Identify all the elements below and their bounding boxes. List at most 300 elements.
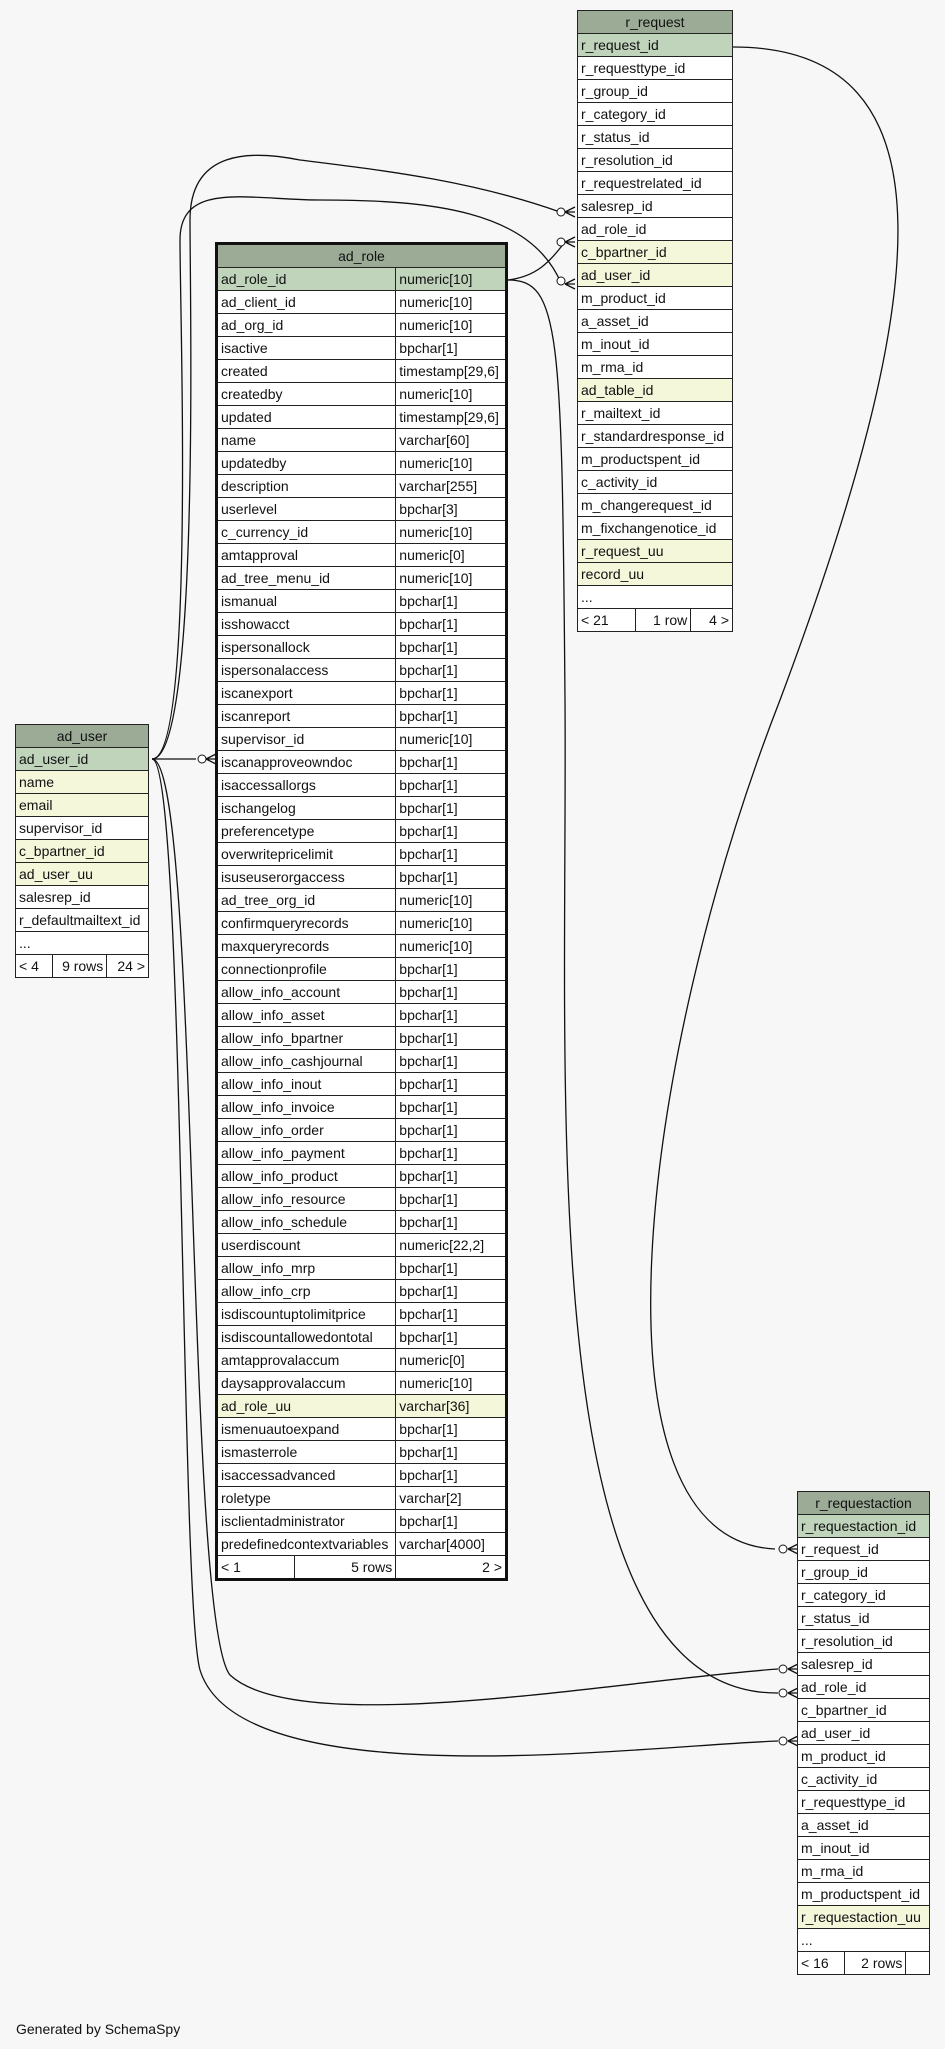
column-name: allow_info_cashjournal [217,1050,396,1073]
crow-foot [565,237,575,247]
row-count: 5 rows [295,1556,396,1580]
column-type: numeric[10] [396,1372,507,1395]
column-row [217,1211,507,1234]
column-row [578,149,733,172]
column-row [217,521,507,544]
optional-circle [198,755,206,763]
column-name: ismanual [217,590,396,613]
column-name: r_group_id [578,80,733,103]
column-type: bpchar[1] [396,1326,507,1349]
column-row [217,1073,507,1096]
column-type: bpchar[1] [396,1188,507,1211]
table-header-row [16,725,149,748]
column-name: predefinedcontextvariables [217,1533,396,1556]
children-count: 4 > [691,609,733,632]
column-name: r_mailtext_id [578,402,733,425]
column-row [217,291,507,314]
row-count: 9 rows [52,955,107,978]
column-row [578,172,733,195]
column-name: r_requesttype_id [578,57,733,80]
optional-circle [779,1689,787,1697]
column-type: bpchar[1] [396,1096,507,1119]
column-name: r_requestaction_id [798,1515,930,1538]
column-row [578,586,733,609]
column-row [578,57,733,80]
column-name: amtapprovalaccum [217,1349,396,1372]
column-row [217,820,507,843]
column-type: bpchar[1] [396,1050,507,1073]
column-name: r_request_id [798,1538,930,1561]
column-name: m_product_id [578,287,733,310]
column-type: timestamp[29,6] [396,360,507,383]
table-ad-user [15,724,149,978]
column-type: bpchar[1] [396,774,507,797]
column-row [217,912,507,935]
column-row [798,1653,930,1676]
column-row [798,1676,930,1699]
column-name: ... [16,932,149,955]
column-type: bpchar[1] [396,843,507,866]
column-name: ... [578,586,733,609]
column-name: isdiscountuptolimitprice [217,1303,396,1326]
column-row [578,126,733,149]
column-type: bpchar[1] [396,958,507,981]
column-row [798,1929,930,1952]
column-name: createdby [217,383,396,406]
column-name: r_request_uu [578,540,733,563]
table-title: ad_user [16,725,149,748]
column-type: bpchar[1] [396,337,507,360]
column-name: allow_info_product [217,1165,396,1188]
column-name: m_productspent_id [578,448,733,471]
column-row [217,981,507,1004]
column-name: confirmqueryrecords [217,912,396,935]
column-name: isaccessadvanced [217,1464,396,1487]
column-name: updatedby [217,452,396,475]
column-row [578,402,733,425]
column-row [217,1418,507,1441]
column-name: supervisor_id [217,728,396,751]
column-type: bpchar[1] [396,1211,507,1234]
column-row [217,751,507,774]
column-row [217,1441,507,1464]
column-row [217,452,507,475]
column-name: ad_client_id [217,291,396,314]
column-type: bpchar[1] [396,659,507,682]
column-name: amtapproval [217,544,396,567]
column-row [217,360,507,383]
column-row [217,1119,507,1142]
column-row [217,268,507,291]
column-type: bpchar[1] [396,1142,507,1165]
table-r-request [577,10,733,632]
column-name: updated [217,406,396,429]
column-row [217,567,507,590]
column-type: numeric[10] [396,567,507,590]
column-row [217,1004,507,1027]
column-row [217,682,507,705]
column-row [798,1538,930,1561]
column-name: email [16,794,149,817]
column-name: c_bpartner_id [798,1699,930,1722]
column-row [217,498,507,521]
column-name: isshowacct [217,613,396,636]
parents-count: < 21 [578,609,636,632]
column-row [217,843,507,866]
column-row [217,958,507,981]
column-row [217,728,507,751]
column-row [217,429,507,452]
column-type: numeric[22,2] [396,1234,507,1257]
column-row [217,314,507,337]
column-type: numeric[10] [396,383,507,406]
column-type: timestamp[29,6] [396,406,507,429]
column-name: r_resolution_id [798,1630,930,1653]
column-type: bpchar[1] [396,1165,507,1188]
column-name: r_requestaction_uu [798,1906,930,1929]
column-type: bpchar[1] [396,613,507,636]
column-row [217,774,507,797]
column-name: name [217,429,396,452]
column-row [16,909,149,932]
column-row [16,771,149,794]
column-row [16,794,149,817]
column-name: r_defaultmailtext_id [16,909,149,932]
column-row [798,1791,930,1814]
column-row [578,356,733,379]
column-row [217,1096,507,1119]
column-name: c_activity_id [578,471,733,494]
table-ad-role [215,242,508,1581]
column-row [578,287,733,310]
column-row [217,1326,507,1349]
column-name: m_inout_id [798,1837,930,1860]
column-name: isclientadministrator [217,1510,396,1533]
column-name: a_asset_id [578,310,733,333]
column-type: numeric[10] [396,268,507,291]
column-name: m_rma_id [798,1860,930,1883]
column-name: r_standardresponse_id [578,425,733,448]
column-name: salesrep_id [16,886,149,909]
column-row [217,1533,507,1556]
column-name: overwritepricelimit [217,843,396,866]
children-count: 2 > [396,1556,507,1580]
column-type: numeric[10] [396,912,507,935]
column-row [798,1745,930,1768]
column-name: userdiscount [217,1234,396,1257]
column-row [798,1768,930,1791]
column-type: bpchar[1] [396,636,507,659]
column-row [578,448,733,471]
column-type: bpchar[1] [396,751,507,774]
column-name: m_inout_id [578,333,733,356]
column-row [798,1630,930,1653]
column-type: varchar[255] [396,475,507,498]
parents-count: < 1 [217,1556,295,1580]
column-name: m_fixchangenotice_id [578,517,733,540]
column-name: ad_role_id [798,1676,930,1699]
column-name: isactive [217,337,396,360]
column-type: bpchar[1] [396,1303,507,1326]
column-type: varchar[2] [396,1487,507,1510]
column-type: numeric[10] [396,935,507,958]
column-name: m_rma_id [578,356,733,379]
column-name: allow_info_payment [217,1142,396,1165]
column-row [217,1280,507,1303]
column-row [578,333,733,356]
optional-circle [557,238,565,246]
column-type: bpchar[1] [396,590,507,613]
column-row [16,886,149,909]
table-r-requestaction [797,1491,930,1975]
column-name: roletype [217,1487,396,1510]
column-name: c_activity_id [798,1768,930,1791]
column-name: name [16,771,149,794]
column-name: isdiscountallowedontotal [217,1326,396,1349]
column-row [217,1303,507,1326]
column-name: m_product_id [798,1745,930,1768]
column-name: allow_info_inout [217,1073,396,1096]
column-row [16,932,149,955]
column-type: bpchar[1] [396,705,507,728]
optional-circle [557,277,565,285]
column-name: allow_info_asset [217,1004,396,1027]
column-row [217,1027,507,1050]
column-type: bpchar[1] [396,1510,507,1533]
column-name: iscanapproveowndoc [217,751,396,774]
column-name: ad_tree_org_id [217,889,396,912]
column-row [217,1188,507,1211]
column-name: created [217,360,396,383]
crow-foot [565,279,575,289]
table-footer-row [578,609,733,632]
column-name: record_uu [578,563,733,586]
column-row [578,34,733,57]
column-name: allow_info_order [217,1119,396,1142]
column-type: numeric[10] [396,521,507,544]
column-name: userlevel [217,498,396,521]
column-name: ad_role_uu [217,1395,396,1418]
parents-count: < 16 [798,1952,845,1975]
column-name: r_requesttype_id [798,1791,930,1814]
column-row [217,544,507,567]
column-row [16,817,149,840]
column-type: numeric[10] [396,889,507,912]
column-type: varchar[60] [396,429,507,452]
column-type: bpchar[1] [396,682,507,705]
column-row [217,866,507,889]
column-row [217,475,507,498]
table-title: ad_role [217,244,507,268]
column-type: bpchar[1] [396,1004,507,1027]
column-name: allow_info_invoice [217,1096,396,1119]
column-row [217,383,507,406]
column-name: ad_role_id [578,218,733,241]
column-name: allow_info_bpartner [217,1027,396,1050]
column-name: isaccessallorgs [217,774,396,797]
row-count: 2 rows [844,1952,906,1975]
column-name: allow_info_mrp [217,1257,396,1280]
column-row [217,1165,507,1188]
column-name: salesrep_id [578,195,733,218]
column-name: ad_tree_menu_id [217,567,396,590]
column-name: ... [798,1929,930,1952]
column-type: bpchar[1] [396,820,507,843]
column-row [578,103,733,126]
table-header-row [217,244,507,268]
column-row [217,1257,507,1280]
column-name: allow_info_schedule [217,1211,396,1234]
column-name: supervisor_id [16,817,149,840]
column-row [578,241,733,264]
column-row [217,337,507,360]
column-row [578,80,733,103]
column-type: numeric[10] [396,291,507,314]
column-row [798,1837,930,1860]
column-row [578,218,733,241]
column-row [217,1464,507,1487]
column-name: isuseuserorgaccess [217,866,396,889]
column-name: ischangelog [217,797,396,820]
column-row [217,935,507,958]
column-name: allow_info_resource [217,1188,396,1211]
column-name: connectionprofile [217,958,396,981]
column-row [16,863,149,886]
column-row [217,659,507,682]
column-name: r_category_id [798,1584,930,1607]
column-row [798,1883,930,1906]
column-row [217,406,507,429]
children-count: 24 > [107,955,149,978]
column-row [217,613,507,636]
column-name: ispersonallock [217,636,396,659]
column-row [798,1561,930,1584]
column-row [798,1814,930,1837]
column-name: ad_table_id [578,379,733,402]
column-row [578,494,733,517]
column-name: description [217,475,396,498]
parents-count: < 4 [16,955,53,978]
column-name: ismasterrole [217,1441,396,1464]
column-row [217,590,507,613]
column-name: ismenuautoexpand [217,1418,396,1441]
column-name: r_request_id [578,34,733,57]
column-row [798,1607,930,1630]
column-name: ad_user_id [798,1722,930,1745]
column-name: salesrep_id [798,1653,930,1676]
column-name: c_currency_id [217,521,396,544]
column-name: ad_user_uu [16,863,149,886]
column-name: iscanexport [217,682,396,705]
column-name: c_bpartner_id [578,241,733,264]
column-row [16,748,149,771]
column-type: bpchar[1] [396,1464,507,1487]
column-type: bpchar[1] [396,1027,507,1050]
table-footer-row [16,955,149,978]
column-type: bpchar[1] [396,1280,507,1303]
column-row [798,1515,930,1538]
column-row [578,379,733,402]
column-name: daysapprovalaccum [217,1372,396,1395]
column-row [16,840,149,863]
column-type: bpchar[1] [396,866,507,889]
table-title: r_request [578,11,733,34]
column-name: iscanreport [217,705,396,728]
column-row [578,471,733,494]
optional-circle [557,208,565,216]
optional-circle [779,1665,787,1673]
column-name: r_category_id [578,103,733,126]
column-name: allow_info_crp [217,1280,396,1303]
column-name: ad_role_id [217,268,396,291]
column-row [578,195,733,218]
column-name: r_resolution_id [578,149,733,172]
column-row [217,705,507,728]
column-row [217,1142,507,1165]
column-row [798,1860,930,1883]
column-type: bpchar[1] [396,1257,507,1280]
column-type: bpchar[1] [396,1418,507,1441]
column-row [578,540,733,563]
column-row [578,264,733,287]
column-row [798,1906,930,1929]
crow-foot [565,207,575,217]
column-row [217,1050,507,1073]
column-row [217,797,507,820]
column-name: r_group_id [798,1561,930,1584]
column-name: ispersonalaccess [217,659,396,682]
column-type: varchar[4000] [396,1533,507,1556]
optional-circle [779,1737,787,1745]
column-name: ad_user_id [578,264,733,287]
column-name: a_asset_id [798,1814,930,1837]
optional-circle [779,1545,787,1553]
column-type: numeric[10] [396,728,507,751]
column-type: bpchar[3] [396,498,507,521]
column-name: c_bpartner_id [16,840,149,863]
column-row [217,1234,507,1257]
column-row [578,517,733,540]
column-row [217,1487,507,1510]
footer-credit: Generated by SchemaSpy [16,2021,181,2037]
column-name: ad_user_id [16,748,149,771]
column-row [217,1372,507,1395]
column-row [578,425,733,448]
column-name: preferencetype [217,820,396,843]
children-count [906,1952,930,1975]
column-type: bpchar[1] [396,1441,507,1464]
column-row [217,1510,507,1533]
table-footer-row [798,1952,930,1975]
column-type: bpchar[1] [396,797,507,820]
column-row [798,1584,930,1607]
column-type: numeric[0] [396,1349,507,1372]
column-name: ad_org_id [217,314,396,337]
column-type: numeric[10] [396,452,507,475]
row-count: 1 row [635,609,691,632]
table-header-row [578,11,733,34]
column-name: allow_info_account [217,981,396,1004]
table-header-row [798,1492,930,1515]
column-row [578,563,733,586]
column-type: numeric[0] [396,544,507,567]
column-name: r_status_id [798,1607,930,1630]
column-row [217,636,507,659]
column-type: bpchar[1] [396,1119,507,1142]
column-name: m_changerequest_id [578,494,733,517]
column-name: maxqueryrecords [217,935,396,958]
column-type: bpchar[1] [396,981,507,1004]
